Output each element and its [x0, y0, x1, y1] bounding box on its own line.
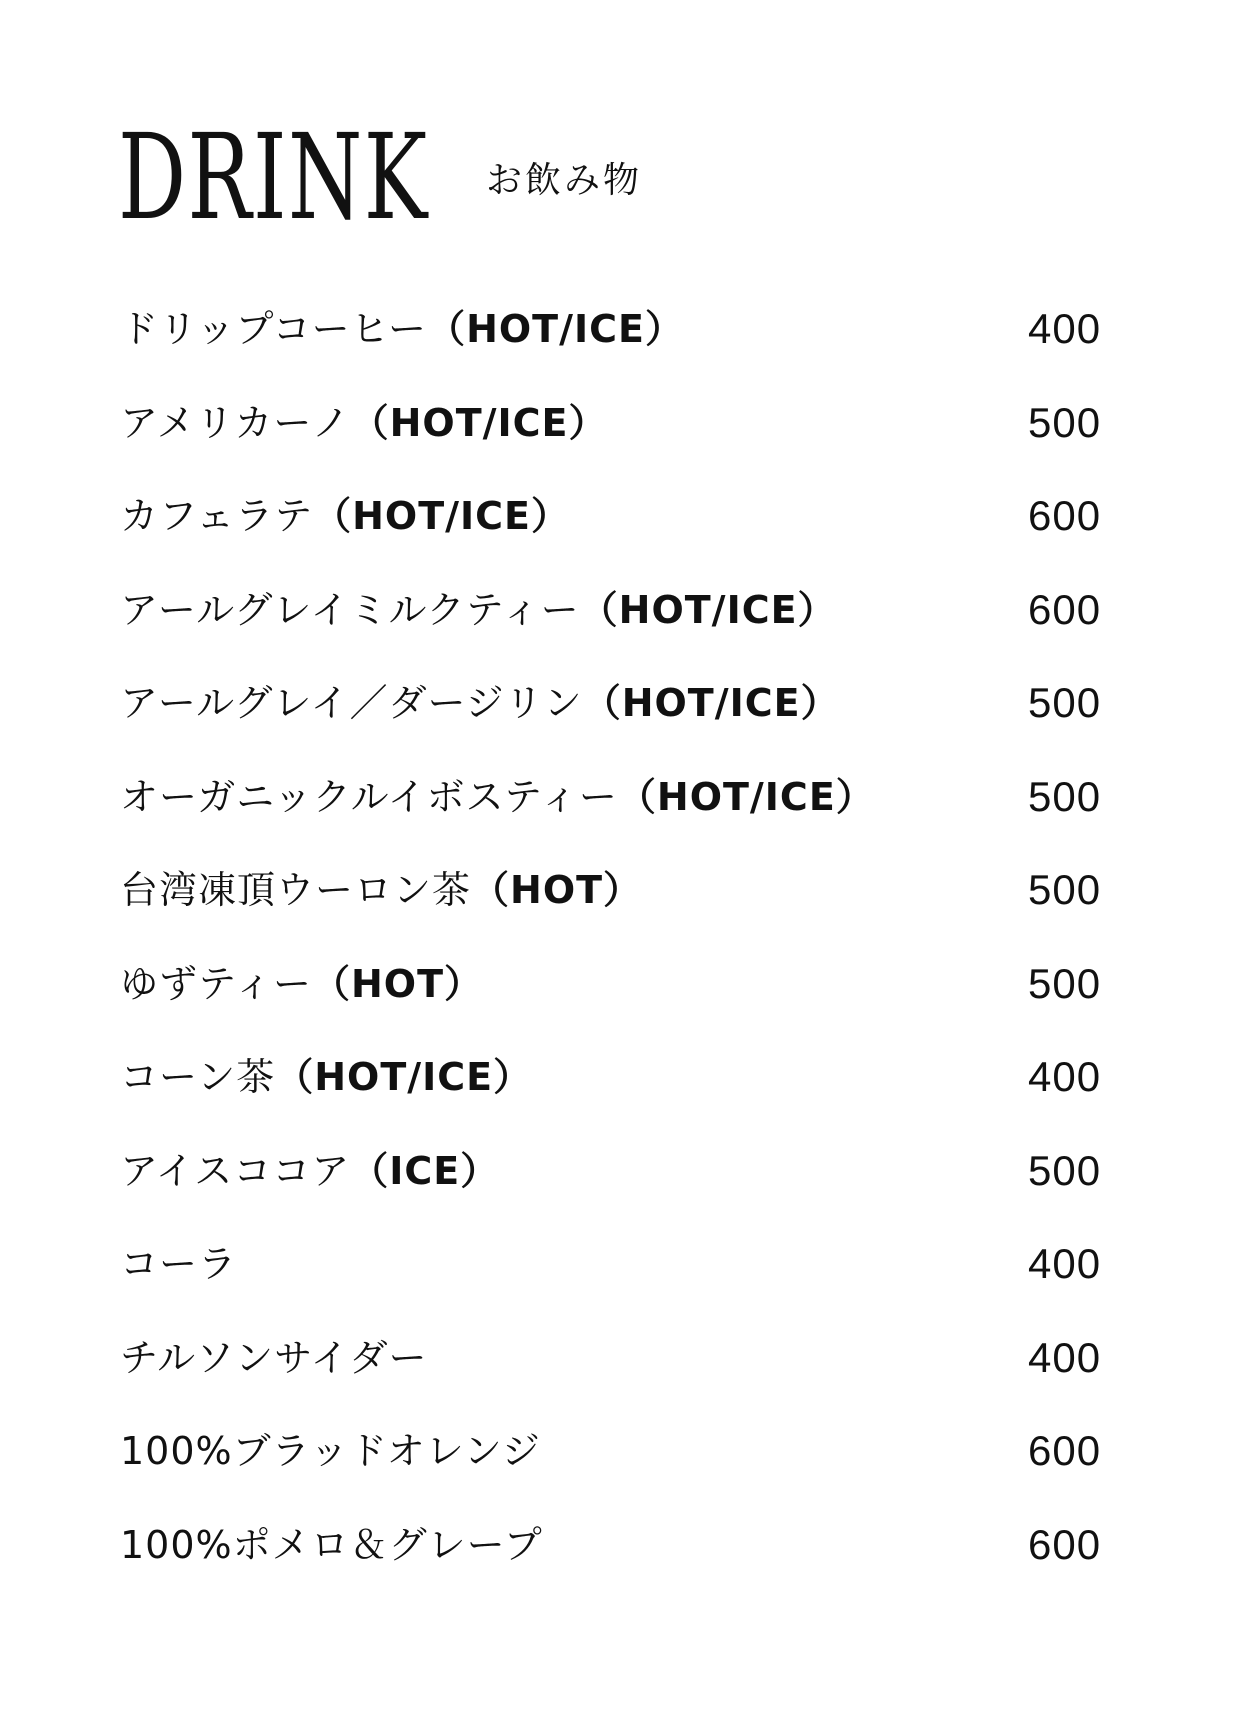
item-name — [120, 679, 840, 727]
menu-item — [120, 1427, 1120, 1521]
item-price: 500 — [1028, 772, 1102, 820]
item-name-text: オーガニックルイボスティー — [120, 774, 618, 819]
menu-item — [120, 1240, 1120, 1334]
item-name — [120, 1521, 543, 1569]
item-price: 500 — [1028, 679, 1102, 726]
item-name — [120, 773, 875, 821]
item-price: 600 — [1028, 585, 1102, 633]
item-price: 500 — [1028, 1146, 1102, 1194]
item-serving-note: （HOT/ICE） — [427, 307, 684, 351]
item-name — [120, 399, 608, 447]
menu-item — [120, 305, 1120, 399]
item-price: 400 — [1028, 1240, 1102, 1287]
item-serving-note: （HOT/ICE） — [579, 587, 837, 632]
item-name-text: チルソンサイダー — [120, 1335, 428, 1380]
item-price: 600 — [1028, 1427, 1102, 1474]
menu-item — [120, 1147, 1120, 1241]
item-name — [120, 1240, 237, 1288]
item-name — [120, 1427, 541, 1475]
menu-item — [120, 399, 1120, 493]
item-name-text: アメリカーノ — [120, 400, 351, 445]
item-serving-note: （HOT/ICE） — [617, 774, 875, 819]
item-name-text: カフェラテ — [120, 494, 314, 538]
item-serving-note: （ICE） — [350, 1148, 500, 1193]
item-price: 400 — [1028, 1333, 1102, 1381]
item-serving-note: （HOT/ICE） — [275, 1055, 533, 1099]
item-name-text: 100%ポメロ＆グレープ — [120, 1522, 543, 1567]
item-name-text: コーン茶 — [120, 1055, 276, 1099]
item-name — [120, 1147, 499, 1195]
item-serving-note: （HOT） — [471, 868, 643, 912]
item-name-text: アールグレイミルクティー — [120, 587, 580, 632]
menu-item — [120, 866, 1120, 960]
menu-item — [120, 1053, 1120, 1147]
item-serving-note: （HOT/ICE） — [313, 494, 571, 538]
item-name — [120, 1334, 427, 1382]
item-name — [120, 960, 483, 1008]
item-price: 500 — [1028, 959, 1102, 1007]
item-name — [120, 866, 642, 914]
item-name — [120, 586, 837, 634]
menu-item — [120, 679, 1120, 773]
menu-item — [120, 773, 1120, 867]
menu-item — [120, 1334, 1120, 1428]
item-price: 500 — [1028, 398, 1102, 446]
item-price: 400 — [1028, 1053, 1102, 1100]
page-subtitle: お飲み物 — [486, 160, 643, 201]
drink-menu-list — [120, 305, 1120, 1614]
item-price: 600 — [1028, 1520, 1102, 1568]
item-name-text: コーラ — [120, 1242, 238, 1286]
page-title: DRINK — [118, 108, 429, 246]
item-price: 400 — [1028, 305, 1102, 352]
item-name-text: ドリップコーヒー — [120, 307, 428, 351]
menu-item — [120, 960, 1120, 1054]
item-name — [120, 1053, 532, 1101]
item-serving-note: （HOT/ICE） — [350, 400, 608, 445]
menu-header — [118, 108, 643, 246]
item-serving-note: （HOT/ICE） — [582, 681, 840, 725]
item-name-text: アイスココア — [120, 1148, 351, 1193]
menu-item — [120, 492, 1120, 586]
item-name-text: 100%ブラッドオレンジ — [120, 1429, 541, 1473]
item-name-text: ゆずティー — [120, 961, 312, 1006]
item-name — [120, 492, 570, 540]
item-name-text: アールグレイ／ダージリン — [120, 681, 583, 725]
item-name — [120, 305, 684, 353]
item-price: 500 — [1028, 866, 1102, 913]
item-price: 600 — [1028, 492, 1102, 539]
item-name-text: 台湾凍頂ウーロン茶 — [120, 868, 472, 912]
menu-item — [120, 1521, 1120, 1615]
item-serving-note: （HOT） — [311, 961, 483, 1006]
menu-item — [120, 586, 1120, 680]
